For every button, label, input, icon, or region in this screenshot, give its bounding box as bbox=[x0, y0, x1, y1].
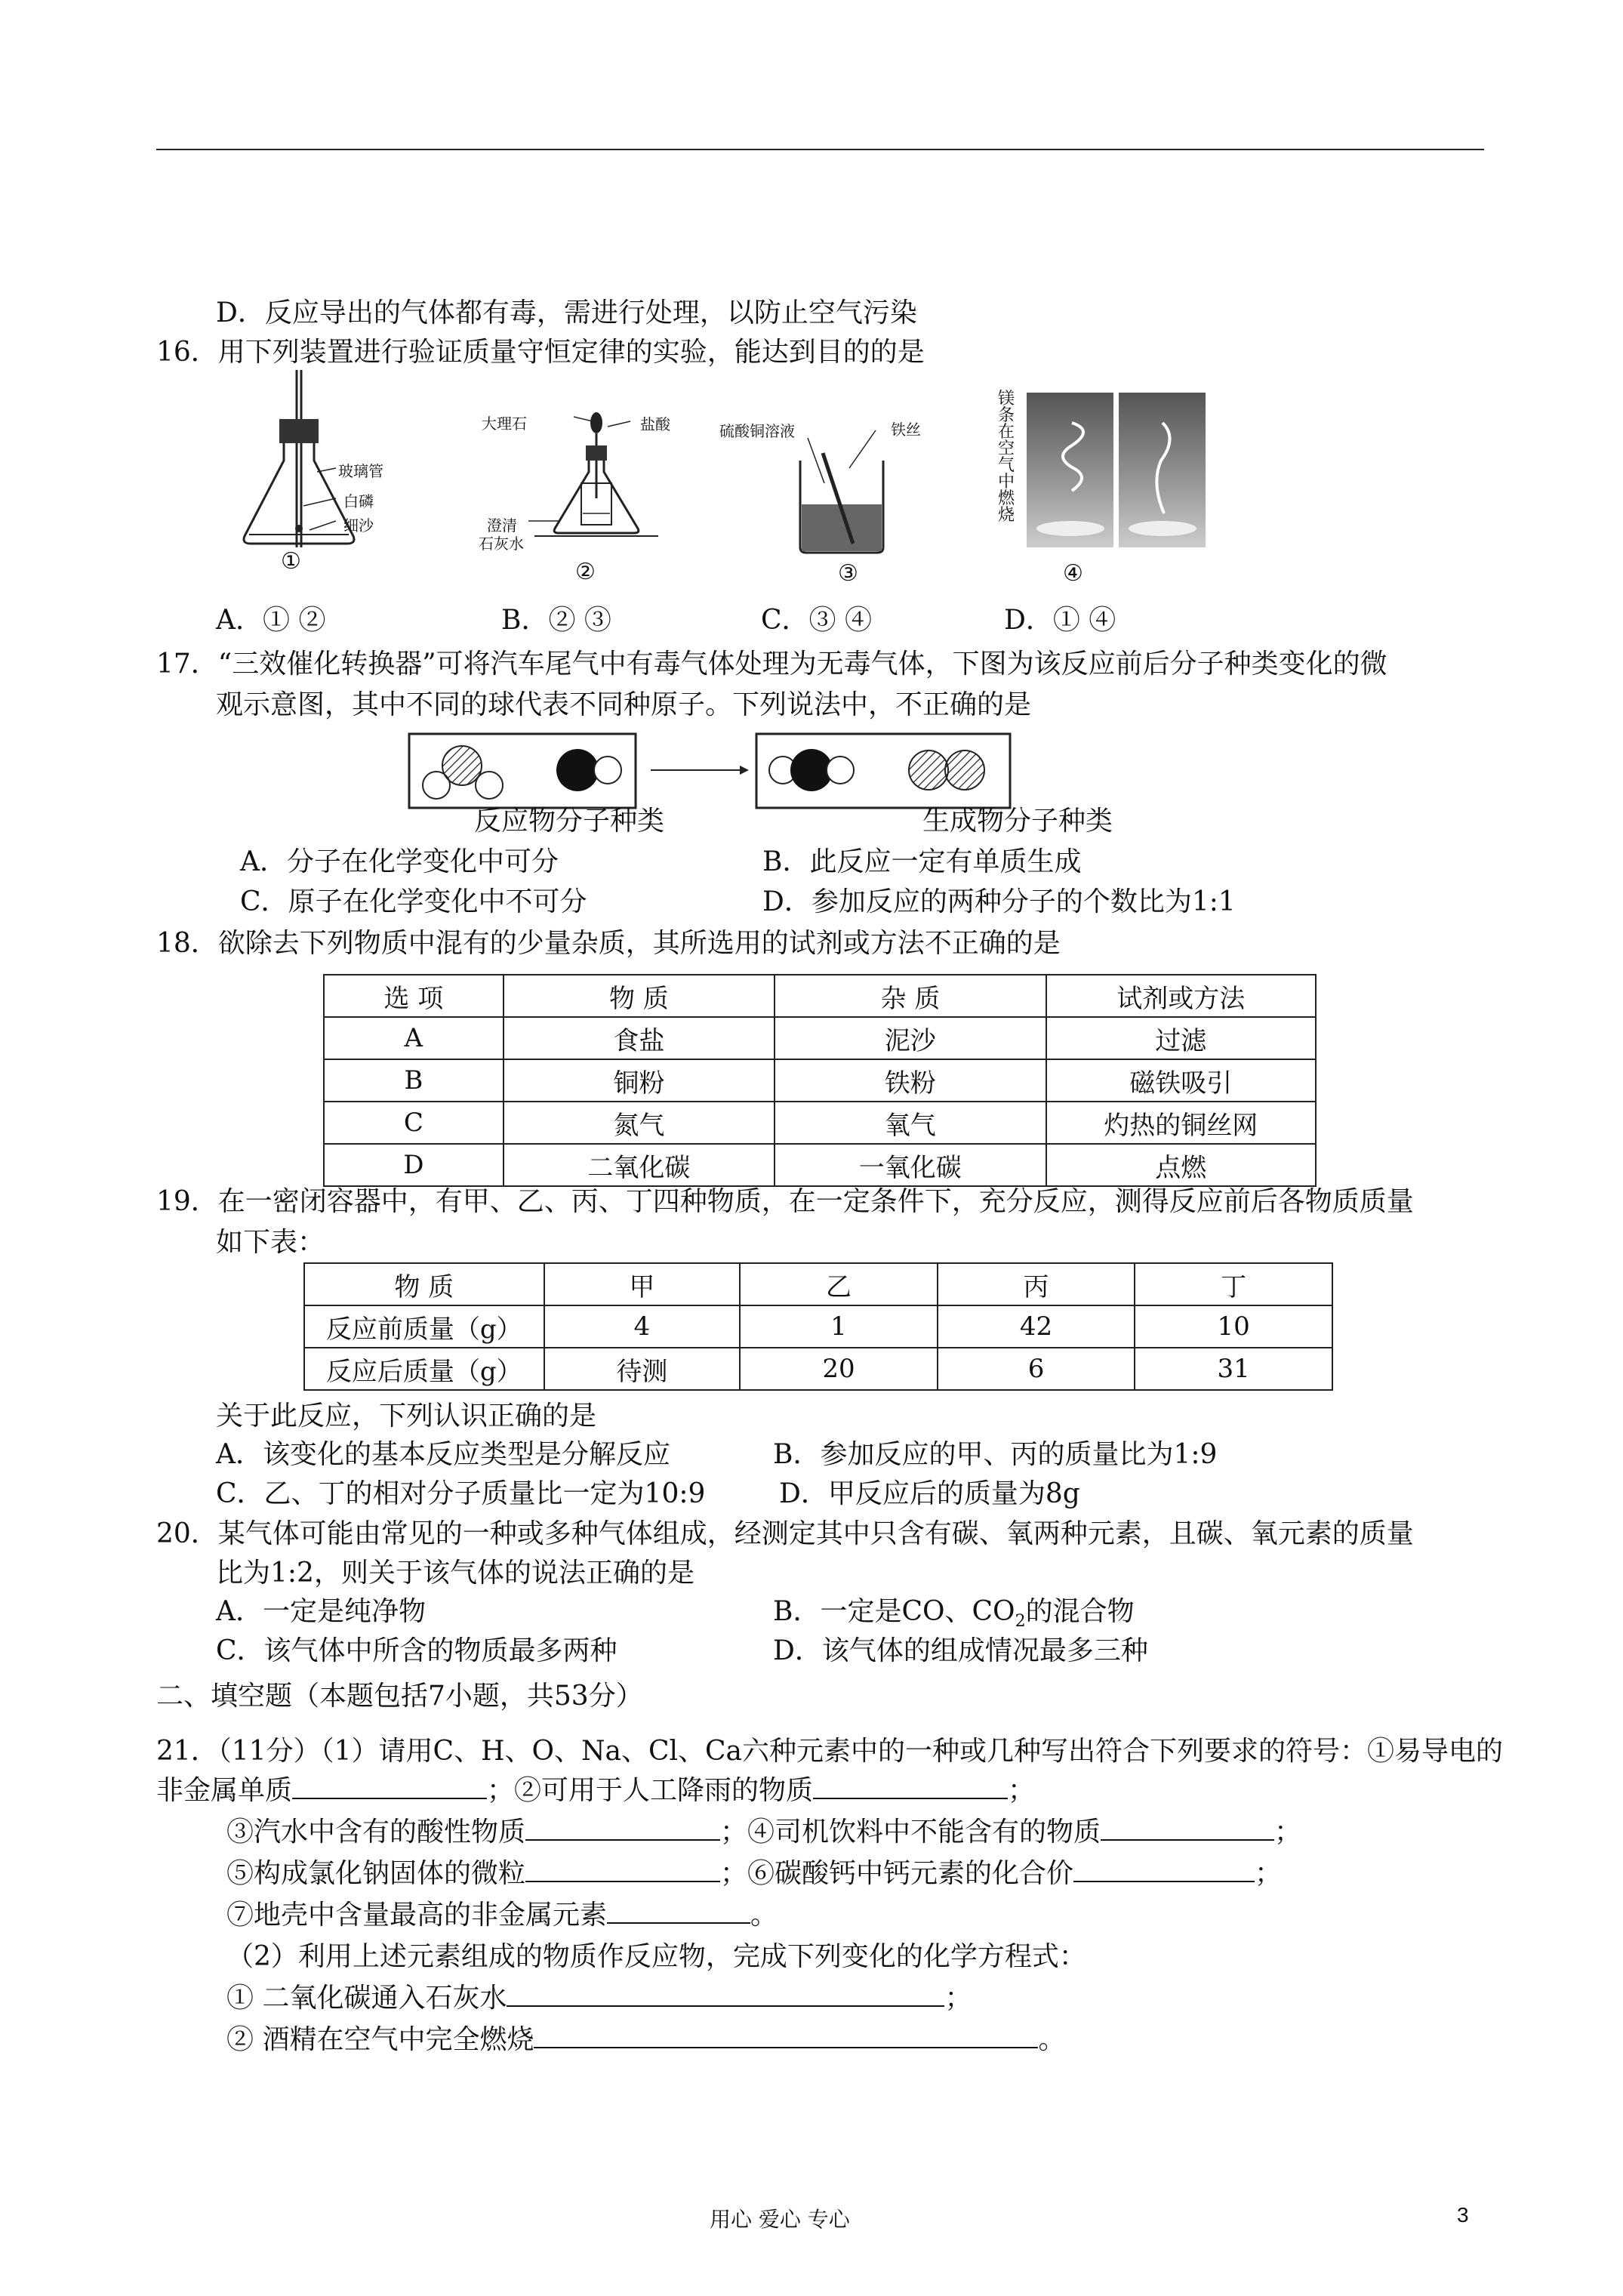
fig3-number: ③ bbox=[838, 560, 858, 587]
fig1-number: ① bbox=[281, 548, 301, 575]
q21-l3-text-b: ；④司机饮料中不能含有的物质 bbox=[720, 1817, 1101, 1848]
table-cell: 氮气 bbox=[504, 1102, 775, 1144]
table-header-cell: 物 质 bbox=[504, 975, 775, 1017]
q21-line2 bbox=[156, 1774, 1035, 1808]
q21-line5 bbox=[226, 1899, 778, 1932]
figure-magnesium-burning-photo bbox=[1027, 393, 1215, 551]
q17-option-c: C．原子在化学变化中不可分 bbox=[240, 886, 587, 917]
q21-l2-text-a: 非金属单质 bbox=[156, 1775, 293, 1806]
q17-reactant-label: 反应物分子种类 bbox=[474, 806, 665, 837]
q20-option-a: A．一定是纯净物 bbox=[216, 1596, 426, 1627]
table-cell: 氧气 bbox=[775, 1102, 1046, 1144]
fig3-label-copper-sulfate: 硫酸铜溶液 bbox=[719, 422, 795, 440]
q16-option-b: B．② ③ bbox=[501, 605, 611, 636]
q18-stem: 18．欲除去下列物质中混有的少量杂质，其所选用的试剂或方法不正确的是 bbox=[156, 928, 1061, 959]
table-header-row bbox=[304, 1263, 1332, 1305]
table-header-cell: 杂 质 bbox=[775, 975, 1046, 1017]
table-header-cell: 乙 bbox=[740, 1263, 938, 1305]
q21-l2-text-c: ； bbox=[1008, 1775, 1036, 1806]
q20-option-c: C．该气体中所含的物质最多两种 bbox=[216, 1635, 617, 1666]
q20-option-b-subscript: 2 bbox=[1015, 1612, 1026, 1632]
table-cell: 42 bbox=[938, 1305, 1135, 1348]
table-cell: 食盐 bbox=[504, 1017, 775, 1059]
q21-eq1 bbox=[226, 1982, 972, 2015]
q19-stem-line1: 19．在一密闭容器中，有甲、乙、丙、丁四种物质，在一定条件下，充分反应，测得反应前后各物质质量 bbox=[156, 1186, 1414, 1217]
q21-l2-text-b: ；②可用于人工降雨的物质 bbox=[487, 1775, 814, 1806]
q16-option-c: C．③ ④ bbox=[761, 605, 872, 636]
table-header-row bbox=[324, 975, 1316, 1017]
fig1-label-fine-sand: 细沙 bbox=[343, 516, 374, 535]
q20-option-d: D．该气体的组成情况最多三种 bbox=[773, 1635, 1148, 1666]
table-header-cell: 物 质 bbox=[304, 1263, 544, 1305]
table-cell: 二氧化碳 bbox=[504, 1144, 775, 1186]
table-row bbox=[324, 1059, 1316, 1102]
q17-option-d: D．参加反应的两种分子的个数比为1:1 bbox=[762, 886, 1236, 917]
q19-option-b: B．参加反应的甲、丙的质量比为1:9 bbox=[773, 1439, 1218, 1470]
q20-stem-line1: 20．某气体可能由常见的一种或多种气体组成，经测定其中只含有碳、氧两种元素，且碳、氧元素的质量 bbox=[156, 1518, 1414, 1549]
table-cell: 点燃 bbox=[1046, 1144, 1316, 1186]
fig1-label-glass-tube: 玻璃管 bbox=[338, 462, 383, 480]
table-cell: 一氧化碳 bbox=[775, 1144, 1046, 1186]
page-number: 3 bbox=[1457, 2203, 1469, 2227]
table-header-cell: 丁 bbox=[1135, 1263, 1332, 1305]
footer-motto: 用心 爱心 专心 bbox=[710, 2207, 850, 2232]
fig2-label-marble: 大理石 bbox=[482, 415, 527, 433]
table-cell: B bbox=[324, 1059, 504, 1102]
table-cell: 灼热的铜丝网 bbox=[1046, 1102, 1316, 1144]
q21-line4 bbox=[226, 1857, 1282, 1891]
answer-blank[interactable] bbox=[813, 1775, 1008, 1799]
section-title: 二、填空题（本题包括7小题，共53分） bbox=[156, 1681, 643, 1712]
answer-blank[interactable] bbox=[507, 1983, 944, 2007]
table-cell: 铁粉 bbox=[775, 1059, 1046, 1102]
table-cell: 磁铁吸引 bbox=[1046, 1059, 1316, 1102]
fig4-caption: 镁条在空气中燃烧 bbox=[998, 390, 1015, 525]
table-cell: 反应前质量（g） bbox=[304, 1305, 544, 1348]
q18-table bbox=[323, 974, 1317, 1187]
table-header-cell: 试剂或方法 bbox=[1046, 975, 1316, 1017]
table-cell: 铜粉 bbox=[504, 1059, 775, 1102]
fig2-label-limewater-2: 石灰水 bbox=[479, 535, 524, 553]
table-row bbox=[304, 1348, 1332, 1390]
q15-option-d: D．反应导出的气体都有毒，需进行处理，以防止空气污染 bbox=[216, 297, 917, 328]
q20-option-b-suffix: 的混合物 bbox=[1025, 1596, 1135, 1627]
table-row bbox=[324, 1144, 1316, 1186]
q21-eq2-text: ② 酒精在空气中完全燃烧 bbox=[226, 2024, 534, 2055]
table-cell: D bbox=[324, 1144, 504, 1186]
q17-stem-line1: 17．“三效催化转换器”可将汽车尾气中有毒气体处理为无毒气体，下图为该反应前后分子种类变化的微 bbox=[156, 649, 1387, 680]
q19-option-a: A．该变化的基本反应类型是分解反应 bbox=[216, 1439, 670, 1470]
table-row bbox=[304, 1305, 1332, 1348]
answer-blank[interactable] bbox=[1101, 1817, 1274, 1841]
table-cell: C bbox=[324, 1102, 504, 1144]
q17-option-a: A．分子在化学变化中可分 bbox=[240, 846, 559, 877]
fig1-label-white-phosphorus: 白磷 bbox=[343, 492, 374, 510]
figure-beaker-iron-wire bbox=[793, 453, 906, 559]
figure-molecule-diagram bbox=[408, 732, 1027, 815]
answer-blank[interactable] bbox=[292, 1775, 487, 1799]
q20-stem-line2: 比为1:2，则关于该气体的说法正确的是 bbox=[216, 1558, 694, 1589]
answer-blank[interactable] bbox=[607, 1900, 750, 1924]
q21-l5-text-a: ⑦地壳中含量最高的非金属元素 bbox=[226, 1900, 608, 1931]
table-row bbox=[324, 1102, 1316, 1144]
q21-l4-text-a: ⑤构成氯化钠固体的微粒 bbox=[226, 1858, 526, 1889]
table-cell: 10 bbox=[1135, 1305, 1332, 1348]
table-cell: 泥沙 bbox=[775, 1017, 1046, 1059]
table-cell: 过滤 bbox=[1046, 1017, 1316, 1059]
q21-eq2-end: 。 bbox=[1038, 2024, 1066, 2055]
answer-blank[interactable] bbox=[1073, 1858, 1255, 1882]
fig2-label-limewater-1: 澄清 bbox=[487, 516, 517, 535]
q21-l3-text-a: ③汽水中含有的酸性物质 bbox=[226, 1817, 526, 1848]
fig4-number: ④ bbox=[1063, 560, 1083, 587]
header-rule bbox=[156, 149, 1484, 150]
table-cell: 6 bbox=[938, 1348, 1135, 1390]
answer-blank[interactable] bbox=[525, 1858, 720, 1882]
answer-blank[interactable] bbox=[525, 1817, 720, 1841]
q16-option-d: D．① ④ bbox=[1004, 605, 1116, 636]
q21-eq1-text: ① 二氧化碳通入石灰水 bbox=[226, 1983, 507, 2014]
table-cell: A bbox=[324, 1017, 504, 1059]
q17-stem-line2: 观示意图，其中不同的球代表不同种原子。下列说法中，不正确的是 bbox=[216, 689, 1032, 720]
q20-option-b-text: B．一定是CO、CO bbox=[773, 1596, 1015, 1627]
q20-option-b bbox=[773, 1595, 1135, 1638]
table-header-cell: 丙 bbox=[938, 1263, 1135, 1305]
q19-option-d: D．甲反应后的质量为8g bbox=[779, 1478, 1080, 1509]
table-header-cell: 选 项 bbox=[324, 975, 504, 1017]
q19-option-c: C．乙、丁的相对分子质量比一定为10:9 bbox=[216, 1478, 706, 1509]
table-cell: 反应后质量（g） bbox=[304, 1348, 544, 1390]
q21-line1: 21．（11分）（1）请用C、H、O、Na、Cl、Ca六种元素中的一种或几种写出符合下列要求的符号：①易导电的 bbox=[156, 1736, 1504, 1767]
q21-eq1-end: ； bbox=[944, 1983, 972, 2014]
q21-l4-text-c: ； bbox=[1255, 1858, 1283, 1889]
q19-lead: 关于此反应，下列认识正确的是 bbox=[216, 1401, 597, 1432]
table-header-cell: 甲 bbox=[544, 1263, 741, 1305]
q16-stem: 16．用下列装置进行验证质量守恒定律的实验，能达到目的的是 bbox=[156, 337, 925, 368]
table-row bbox=[324, 1017, 1316, 1059]
table-cell: 20 bbox=[740, 1348, 938, 1390]
q21-line3 bbox=[226, 1816, 1301, 1849]
fig2-number: ② bbox=[575, 559, 596, 585]
fig2-label-hydrochloric-acid: 盐酸 bbox=[640, 415, 670, 433]
fig3-label-iron-wire: 铁丝 bbox=[891, 421, 921, 439]
q21-part2: （2）利用上述元素组成的物质作反应物，完成下列变化的化学方程式： bbox=[226, 1941, 1086, 1972]
table-cell: 31 bbox=[1135, 1348, 1332, 1390]
q17-product-label: 生成物分子种类 bbox=[922, 806, 1113, 837]
q19-stem-line2: 如下表： bbox=[216, 1227, 325, 1258]
q21-eq2 bbox=[226, 2023, 1065, 2057]
q19-table bbox=[303, 1262, 1333, 1391]
table-cell: 1 bbox=[740, 1305, 938, 1348]
q21-l4-text-b: ；⑥碳酸钙中钙元素的化合价 bbox=[720, 1858, 1074, 1889]
table-cell: 待测 bbox=[544, 1348, 741, 1390]
answer-blank[interactable] bbox=[534, 2024, 1038, 2048]
q21-l5-text-b: 。 bbox=[750, 1900, 778, 1931]
q21-l3-text-c: ； bbox=[1274, 1817, 1302, 1848]
q16-option-a: A．① ② bbox=[216, 605, 326, 636]
q17-option-b: B．此反应一定有单质生成 bbox=[762, 846, 1082, 877]
table-cell: 4 bbox=[544, 1305, 741, 1348]
